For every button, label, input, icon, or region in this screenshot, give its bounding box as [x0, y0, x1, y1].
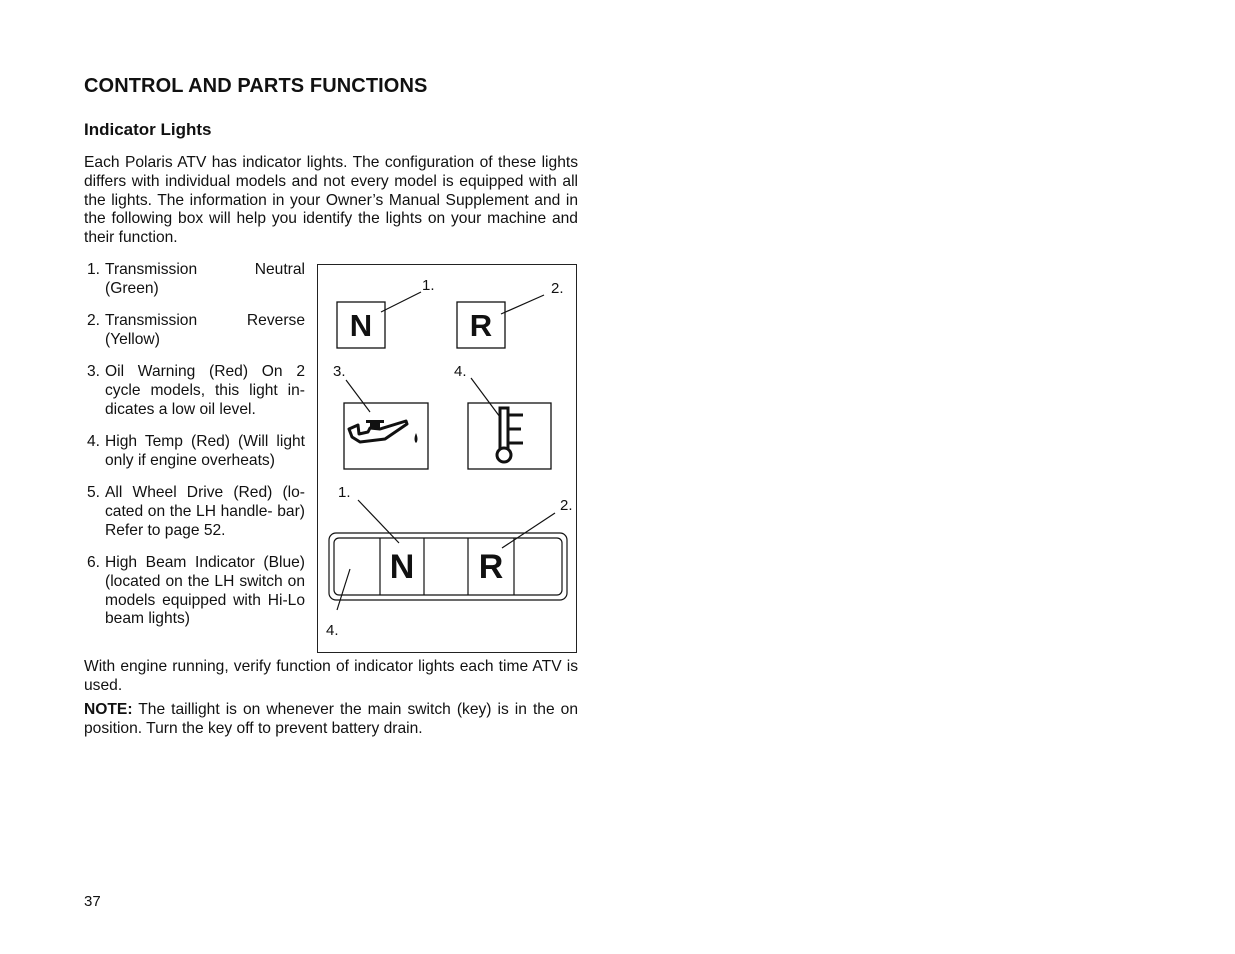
thermometer-icon [497, 408, 523, 462]
callout-panel-reverse: 2. [560, 497, 573, 514]
list-item-text: High Beam Indicator (Blue) (located on the LH switch on models equipped with Hi-Lo beam lights) [105, 554, 305, 628]
leader-line [502, 513, 555, 548]
list-item-number: 2. [87, 312, 101, 330]
list-item-number: 1. [87, 261, 101, 278]
leader-line [501, 295, 544, 314]
leader-line [358, 500, 399, 543]
section-heading: Indicator Lights [84, 120, 212, 139]
list-item-text: All Wheel Drive (Red) (lo- cated on the LH handle- bar) Refer to page 52. [105, 484, 305, 539]
panel-neutral-n-icon: N [389, 548, 415, 586]
callout-oil: 3. [333, 363, 346, 380]
list-item [87, 363, 305, 419]
leader-line [381, 292, 421, 312]
indicator-panel-inner [334, 538, 562, 595]
page-heading: CONTROL AND PARTS FUNCTIONS [84, 75, 428, 97]
callout-panel-left: 4. [326, 622, 339, 639]
callout-panel-neutral: 1. [338, 484, 351, 501]
list-item [87, 312, 305, 350]
list-item [87, 554, 305, 629]
list-item-number: 6. [87, 554, 101, 572]
leader-line [337, 569, 350, 610]
oil-can-icon [349, 420, 418, 443]
list-item [87, 484, 305, 540]
page-number: 37 [84, 893, 101, 910]
indicator-diagram [318, 265, 576, 652]
list-item-text: High Temp (Red) (Will light only if engine overheats) [105, 433, 305, 469]
list-item-number: 3. [87, 363, 101, 381]
list-item [87, 261, 305, 299]
indicator-panel-outer [329, 533, 567, 600]
leader-line [471, 378, 500, 417]
list-item-number: 4. [87, 433, 101, 451]
indicator-figure [317, 264, 577, 653]
leader-line [346, 380, 370, 412]
list-item-number: 5. [87, 484, 101, 502]
neutral-n-icon: N [349, 308, 373, 343]
list-item-text: Transmission Neutral (Green) [105, 261, 305, 297]
note-label: NOTE: [84, 701, 133, 718]
list-item [87, 433, 305, 471]
list-item-text: Oil Warning (Red) On 2 cycle models, this light in- dicates a low oil level. [105, 363, 305, 418]
panel-reverse-r-icon: R [478, 548, 504, 586]
note-paragraph [84, 701, 578, 739]
note-text: The taillight is on whenever the main switch (key) is in the on position. Turn the key off to prevent battery drain. [84, 701, 578, 737]
list-item-text: Transmission Reverse (Yellow) [105, 312, 305, 348]
callout-neutral: 1. [422, 277, 435, 294]
callout-temp: 4. [454, 363, 467, 380]
intro-paragraph: Each Polaris ATV has indicator lights. The configuration of these lights differs with individual models and not every model is equipped with all the lights. The information in your Owner’s Manual Supplement and in the following box will help you identify the lights on your machine and their function. [84, 154, 578, 247]
callout-reverse: 2. [551, 280, 564, 297]
verify-paragraph: With engine running, verify function of indicator lights each time ATV is used. [84, 658, 578, 694]
indicator-light-list [87, 261, 305, 643]
reverse-r-icon: R [469, 308, 493, 343]
